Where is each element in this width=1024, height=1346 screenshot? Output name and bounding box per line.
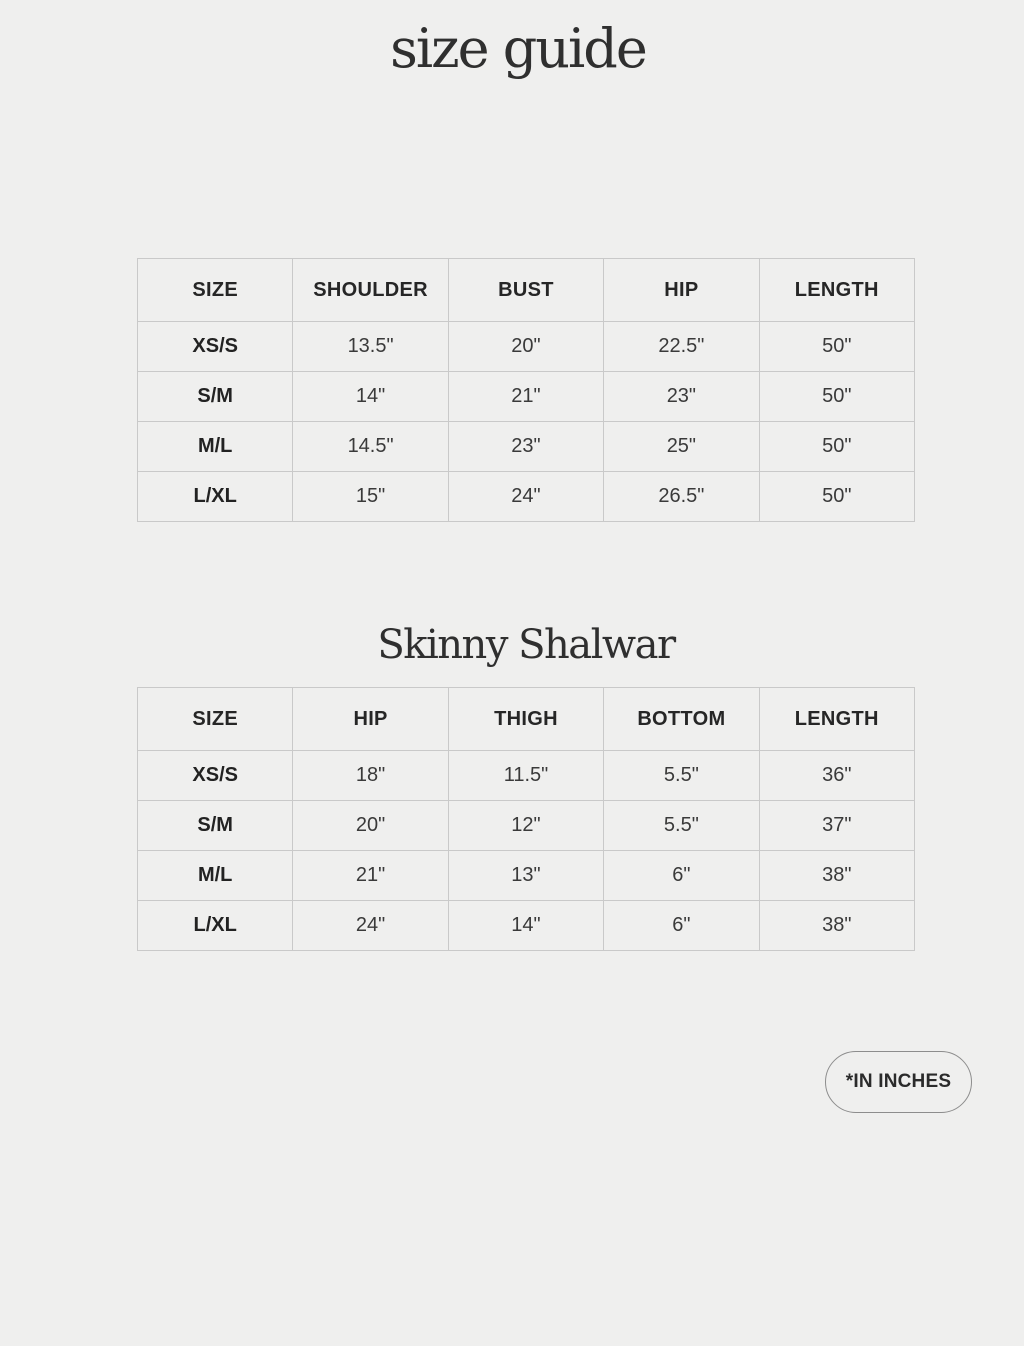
column-header-bottom: BOTTOM <box>604 688 759 751</box>
table-cell: 20" <box>448 322 603 372</box>
table-cell: 5.5" <box>604 751 759 801</box>
column-header-length: LENGTH <box>759 259 914 322</box>
table-header-row <box>138 688 915 751</box>
column-header-bust: BUST <box>448 259 603 322</box>
table-cell: 36" <box>759 751 914 801</box>
table-row <box>138 322 915 372</box>
size-cell: XS/S <box>138 322 293 372</box>
column-header-hip: HIP <box>293 688 448 751</box>
table-cell: 24" <box>293 901 448 951</box>
table-row <box>138 801 915 851</box>
kurta-size-table <box>137 258 915 522</box>
table-cell: 21" <box>448 372 603 422</box>
table-cell: 50" <box>759 322 914 372</box>
table-cell: 5.5" <box>604 801 759 851</box>
table-cell: 21" <box>293 851 448 901</box>
column-header-thigh: THIGH <box>448 688 603 751</box>
shalwar-section-title: Skinny Shalwar <box>377 622 675 668</box>
table-cell: 50" <box>759 372 914 422</box>
table-cell: 37" <box>759 801 914 851</box>
size-cell: S/M <box>138 801 293 851</box>
column-header-size: SIZE <box>138 688 293 751</box>
shalwar-size-table <box>137 687 915 951</box>
table-cell: 14" <box>293 372 448 422</box>
table-cell: 14.5" <box>293 422 448 472</box>
table-cell: 26.5" <box>604 472 759 522</box>
size-cell: M/L <box>138 422 293 472</box>
table-cell: 13.5" <box>293 322 448 372</box>
table-row <box>138 372 915 422</box>
table-cell: 22.5" <box>604 322 759 372</box>
size-cell: XS/S <box>138 751 293 801</box>
table-row <box>138 751 915 801</box>
table-row <box>138 472 915 522</box>
column-header-shoulder: SHOULDER <box>293 259 448 322</box>
table-cell: 12" <box>448 801 603 851</box>
column-header-hip: HIP <box>604 259 759 322</box>
table-cell: 38" <box>759 901 914 951</box>
table-cell: 6" <box>604 851 759 901</box>
page-title: size guide <box>390 17 646 80</box>
table-cell: 24" <box>448 472 603 522</box>
table-header-row <box>138 259 915 322</box>
table-cell: 20" <box>293 801 448 851</box>
table-cell: 23" <box>448 422 603 472</box>
table-cell: 23" <box>604 372 759 422</box>
size-cell: L/XL <box>138 472 293 522</box>
table-row <box>138 851 915 901</box>
table-cell: 38" <box>759 851 914 901</box>
table-cell: 50" <box>759 422 914 472</box>
size-cell: S/M <box>138 372 293 422</box>
table-cell: 6" <box>604 901 759 951</box>
table-cell: 13" <box>448 851 603 901</box>
table-row <box>138 901 915 951</box>
table-cell: 15" <box>293 472 448 522</box>
table-cell: 18" <box>293 751 448 801</box>
column-header-size: SIZE <box>138 259 293 322</box>
column-header-length: LENGTH <box>759 688 914 751</box>
table-cell: 25" <box>604 422 759 472</box>
size-cell: M/L <box>138 851 293 901</box>
table-cell: 11.5" <box>448 751 603 801</box>
size-cell: L/XL <box>138 901 293 951</box>
unit-note-badge: *IN INCHES <box>825 1051 972 1113</box>
table-row <box>138 422 915 472</box>
table-cell: 14" <box>448 901 603 951</box>
table-cell: 50" <box>759 472 914 522</box>
